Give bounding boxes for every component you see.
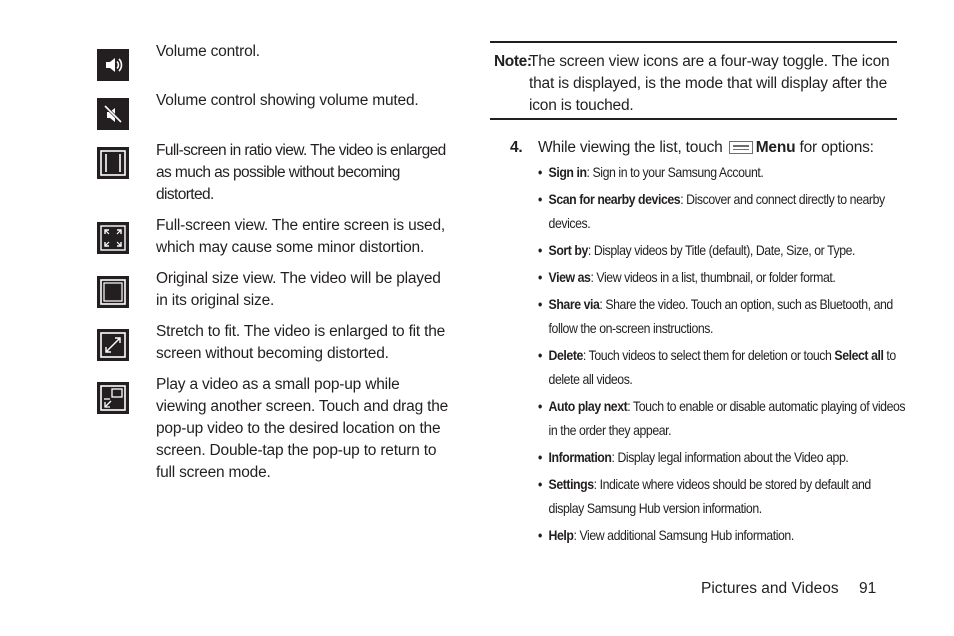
option-label: Sign in bbox=[548, 164, 587, 180]
option-text: : Display legal information about the Video app. bbox=[611, 449, 849, 465]
option-text: : Sign in to your Samsung Account. bbox=[586, 164, 764, 180]
note-label: Note: bbox=[494, 53, 532, 70]
volume-muted-description: Volume control showing volume muted. bbox=[156, 92, 419, 109]
list-item bbox=[538, 265, 908, 289]
note-text: The screen view icons are a four-way toggle. The icon that is displayed, is the mode that will display after the icon is touched. bbox=[529, 53, 890, 114]
option-text: : Touch to enable or disable automatic playing of videos in the order they appear. bbox=[548, 398, 906, 438]
option-label: Help bbox=[548, 527, 574, 543]
option-text: to delete all videos. bbox=[548, 347, 896, 387]
list-item bbox=[538, 472, 908, 520]
list-item bbox=[538, 445, 908, 469]
option-text: : View additional Samsung Hub information. bbox=[573, 527, 794, 543]
pop-up-video-icon bbox=[97, 382, 129, 414]
full-screen-ratio-description: Full-screen in ratio view. The video is enlarged as much as possible without becoming distorted. bbox=[156, 142, 446, 203]
option-label-select-all: Select all bbox=[834, 347, 884, 363]
full-screen-description: Full-screen view. The entire screen is used, which may cause some minor distortion. bbox=[156, 217, 445, 256]
original-size-description: Original size view. The video will be played in its original size. bbox=[156, 270, 441, 309]
list-item bbox=[538, 292, 908, 340]
pop-up-video-description: Play a video as a small pop-up while viewing another screen. Touch and drag the pop-up video to the desired location on the screen. Double-tap the pop-up to return to full screen mode. bbox=[156, 376, 449, 481]
option-label: Information bbox=[548, 449, 612, 465]
step-number: 4. bbox=[510, 139, 523, 156]
option-label: Auto play next bbox=[548, 398, 628, 414]
option-text: : Touch videos to select them for deletion or touch bbox=[582, 347, 835, 363]
option-text: : Indicate where videos should be stored by default and display Samsung Hub version information. bbox=[548, 476, 871, 516]
option-text: : Discover and connect directly to nearby devices. bbox=[548, 191, 885, 231]
menu-label: Menu bbox=[755, 139, 796, 156]
step-4 bbox=[510, 137, 874, 159]
option-label: Delete bbox=[548, 347, 583, 363]
note-box bbox=[490, 41, 897, 120]
stretch-to-fit-description: Stretch to fit. The video is enlarged to fit the screen without becoming distorted. bbox=[156, 323, 446, 362]
footer-section-title: Pictures and Videos bbox=[701, 580, 839, 597]
list-item bbox=[538, 394, 908, 442]
original-size-icon bbox=[97, 276, 129, 308]
list-item bbox=[538, 187, 908, 235]
step-text-before: While viewing the list, touch bbox=[538, 139, 723, 156]
option-label: Scan for nearby devices bbox=[548, 191, 681, 207]
full-screen-icon bbox=[97, 222, 129, 254]
options-list bbox=[538, 160, 906, 550]
list-item bbox=[538, 160, 908, 184]
option-text: : Share the video. Touch an option, such as Bluetooth, and follow the on-screen instructions. bbox=[548, 296, 893, 336]
option-label: Share via bbox=[548, 296, 600, 312]
option-text: : View videos in a list, thumbnail, or folder format. bbox=[590, 269, 836, 285]
list-item bbox=[538, 238, 908, 262]
option-text: : Display videos by Title (default), Date, Size, or Type. bbox=[587, 242, 856, 258]
option-label: Settings bbox=[548, 476, 594, 492]
option-label: View as bbox=[548, 269, 591, 285]
step-text-after: for options: bbox=[799, 139, 874, 156]
option-label: Sort by bbox=[548, 242, 588, 258]
volume-muted-icon bbox=[97, 98, 129, 130]
list-item bbox=[538, 343, 908, 391]
menu-icon bbox=[729, 141, 753, 154]
full-screen-ratio-icon bbox=[97, 147, 129, 179]
stretch-to-fit-icon bbox=[97, 329, 129, 361]
page-number: 91 bbox=[859, 580, 877, 597]
list-item bbox=[538, 523, 908, 547]
volume-icon bbox=[97, 49, 129, 81]
volume-description: Volume control. bbox=[156, 43, 260, 60]
